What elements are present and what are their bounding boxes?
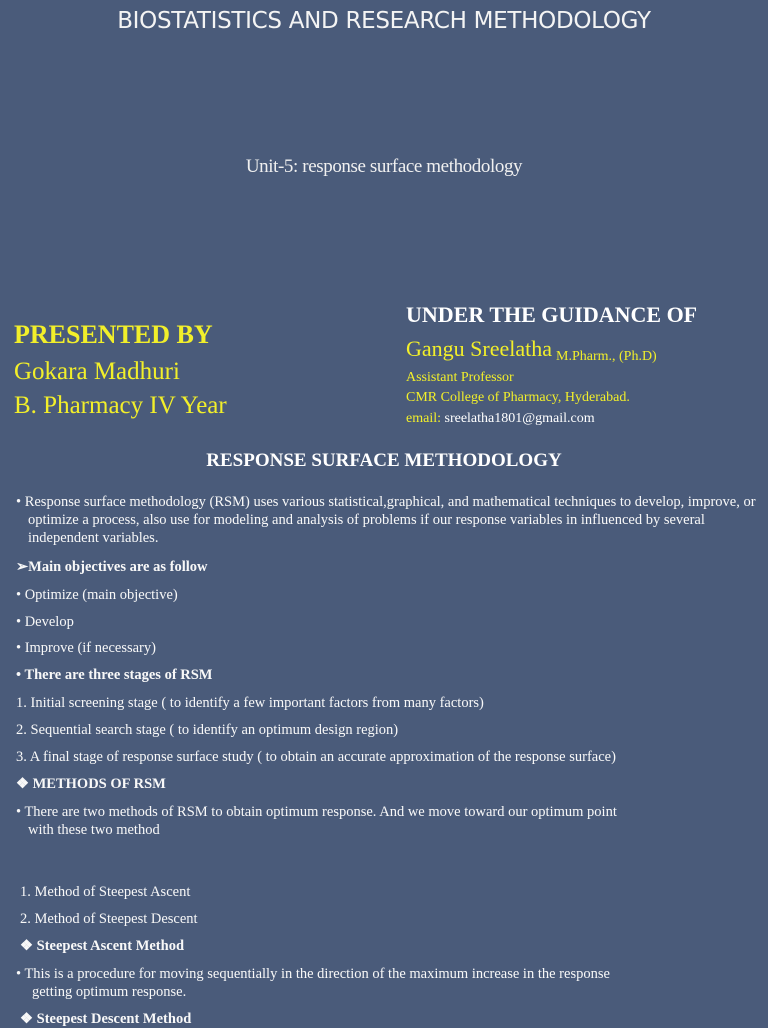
presented-by-label: PRESENTED BY (14, 320, 213, 349)
stage-item: 3. A final stage of response surface study ( to obtain an accurate approximation of the response surface) (16, 749, 616, 765)
method-item: 1. Method of Steepest Ascent (20, 884, 191, 900)
stage-item: 2. Sequential search stage ( to identify an optimum design region) (16, 722, 399, 738)
course-title: BIOSTATISTICS AND RESEARCH METHODOLOGY (117, 8, 651, 34)
section-title: RESPONSE SURFACE METHODOLOGY (206, 450, 562, 471)
objective-item: • Develop (16, 614, 74, 630)
rsm-intro-text: • Response surface methodology (RSM) uses various statistical,graphical, and mathematical techniques to develop, improve, or optimize a process, also use for modeling and analysis of problems if our response variables in influenced by several independent variables. (16, 494, 756, 546)
guidance-label: UNDER THE GUIDANCE OF (406, 302, 698, 327)
ascent-heading: ❖ Steepest Ascent Method (20, 938, 185, 954)
ascent-text-line2: getting optimum response. (32, 984, 187, 1000)
ascent-text-line1: • This is a procedure for moving sequentially in the direction of the maximum increase in the response (16, 966, 610, 982)
guide-name: Gangu Sreelatha (406, 336, 552, 361)
descent-heading: ❖ Steepest Descent Method (20, 1011, 192, 1027)
method-item: 2. Method of Steepest Descent (20, 911, 198, 927)
guide-email: sreelatha1801@gmail.com (444, 411, 595, 426)
unit-title: Unit-5: response surface methodology (245, 156, 523, 177)
objectives-heading: ➢Main objectives are as follow (16, 559, 208, 575)
presenter-name: Gokara Madhuri (14, 358, 180, 385)
stage-item: 1. Initial screening stage ( to identify a few important factors from many factors) (16, 695, 484, 711)
objective-item: • Improve (if necessary) (16, 640, 156, 656)
guide-role: Assistant Professor (406, 370, 514, 385)
guide-degree: M.Pharm., (Ph.D) (556, 349, 657, 364)
guide-name-line (406, 336, 657, 362)
methods-intro-line2: with these two method (28, 822, 160, 838)
stages-heading: • There are three stages of RSM (16, 667, 213, 683)
guide-email-line (406, 411, 595, 427)
guide-email-label: email: (406, 411, 441, 426)
methods-intro-line1: • There are two methods of RSM to obtain optimum response. And we move toward our optimum point (16, 804, 617, 820)
objective-item: • Optimize (main objective) (16, 587, 178, 603)
guide-college: CMR College of Pharmacy, Hyderabad. (406, 390, 630, 405)
rsm-intro-paragraph (16, 493, 761, 547)
presenter-year: B. Pharmacy IV Year (14, 392, 227, 419)
methods-heading: ❖ METHODS OF RSM (16, 776, 166, 792)
